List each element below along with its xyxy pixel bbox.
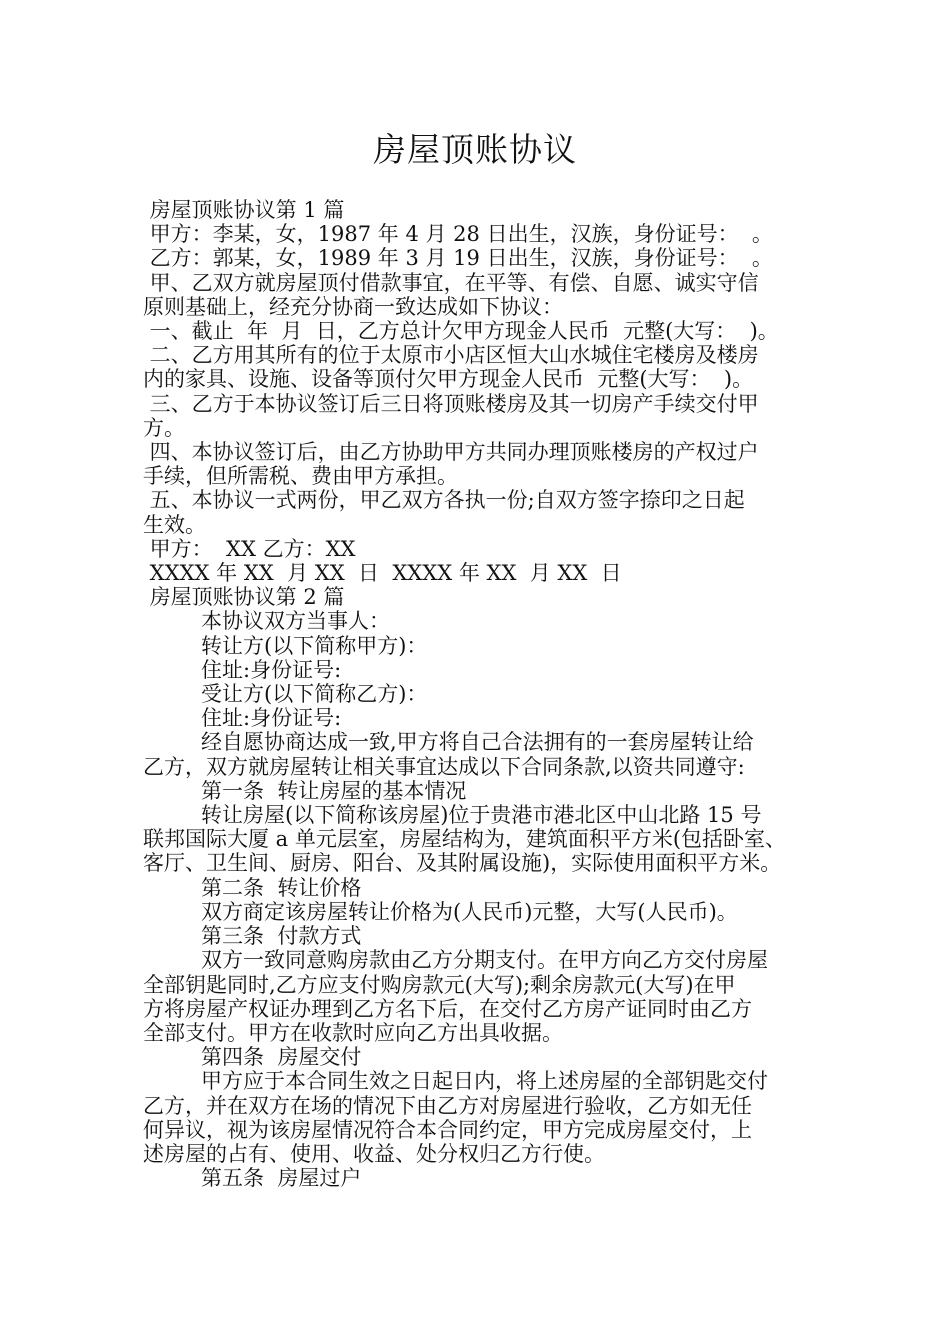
body-line: 住址:身份证号: xyxy=(201,706,342,731)
body-line: 房屋顶账协议第 1 篇 xyxy=(143,198,345,222)
document-body xyxy=(143,198,823,1190)
body-line: 甲、乙双方就房屋顶付借款事宜，在平等、有偿、自愿、诚实守信 xyxy=(143,270,759,295)
body-line: 客厅、卫生间、厨房、阳台、及其附属设施)，实际使用面积平方米。 xyxy=(143,851,782,876)
body-line: 甲方：李某，女，1987 年 4 月 28 日出生，汉族，身份证号： 。 xyxy=(143,222,773,247)
body-line: XXXX 年 XX 月 XX 日 XXXX 年 XX 月 XX 日 xyxy=(143,561,622,586)
body-line: 生效。 xyxy=(143,512,206,537)
body-line: 住址:身份证号: xyxy=(201,657,342,682)
body-line: 手续，但所需税、费由甲方承担。 xyxy=(143,464,458,489)
body-line: 全部支付。甲方在收款时应向乙方出具收据。 xyxy=(143,1020,563,1045)
body-line: 第三条 付款方式 xyxy=(201,924,362,949)
body-line: 房屋顶账协议第 2 篇 xyxy=(143,585,345,610)
body-line: 第四条 房屋交付 xyxy=(201,1045,362,1070)
body-line: 内的家具、设施、设备等顶付欠甲方现金人民币 元整(大写： )。 xyxy=(143,367,754,392)
body-line: 一、截止 年 月 日，乙方总计欠甲方现金人民币 元整(大写： )。 xyxy=(143,319,779,344)
body-line: 甲方： XX 乙方：XX xyxy=(143,536,356,561)
body-line: 转让方(以下简称甲方)： xyxy=(201,633,428,658)
document-title: 房屋顶账协议 xyxy=(373,130,577,169)
body-line: 乙方，双方就房屋转让相关事宜达成以下合同条款,以资共同遵守: xyxy=(143,754,745,779)
body-line: 方。 xyxy=(143,415,185,440)
body-line: 第五条 房屋过户 xyxy=(201,1166,362,1191)
body-line: 双方商定该房屋转让价格为(人民币)元整，大写(人民币)。 xyxy=(201,899,738,924)
body-line: 三、乙方于本协议签订后三日将顶账楼房及其一切房产手续交付甲 xyxy=(143,391,759,416)
body-line: 五、本协议一式两份，甲乙双方各执一份;自双方签字捺印之日起 xyxy=(143,488,745,513)
body-line: 述房屋的占有、使用、收益、处分权归乙方行使。 xyxy=(143,1141,605,1166)
body-line: 何异议，视为该房屋情况符合本合同约定，甲方完成房屋交付，上 xyxy=(143,1117,752,1142)
body-line: 双方一致同意购房款由乙方分期支付。在甲方向乙方交付房屋 xyxy=(201,948,768,973)
body-line: 甲方应于本合同生效之日起日内，将上述房屋的全部钥匙交付 xyxy=(201,1069,768,1094)
body-line: 本协议双方当事人： xyxy=(201,609,390,634)
body-line: 二、乙方用其所有的位于太原市小店区恒大山水城住宅楼房及楼房 xyxy=(143,343,759,368)
body-line: 方将房屋产权证办理到乙方名下后，在交付乙方房产证同时由乙方 xyxy=(143,996,752,1021)
body-line: 联邦国际大厦 a 单元层室，房屋结构为，建筑面积平方米(包括卧室、 xyxy=(143,827,787,852)
body-line: 乙方，并在双方在场的情况下由乙方对房屋进行验收，乙方如无任 xyxy=(143,1093,752,1118)
body-line: 第一条 转让房屋的基本情况 xyxy=(201,778,467,803)
body-line: 转让房屋(以下简称该房屋)位于贵港市港北区中山北路 15 号 xyxy=(201,803,762,828)
body-line: 经自愿协商达成一致,甲方将自己合法拥有的一套房屋转让给 xyxy=(201,730,754,755)
body-line: 原则基础上，经充分协商一致达成如下协议： xyxy=(143,294,563,319)
body-line: 受让方(以下简称乙方)： xyxy=(201,682,428,707)
body-line: 全部钥匙同时,乙方应支付购房款元(大写);剩余房款元(大写)在甲 xyxy=(143,972,736,997)
body-line: 四、本协议签订后，由乙方协助甲方共同办理顶账楼房的产权过户 xyxy=(143,440,759,465)
body-line: 第二条 转让价格 xyxy=(201,875,362,900)
body-line: 乙方：郭某，女，1989 年 3 月 19 日出生，汉族，身份证号： 。 xyxy=(143,246,773,271)
